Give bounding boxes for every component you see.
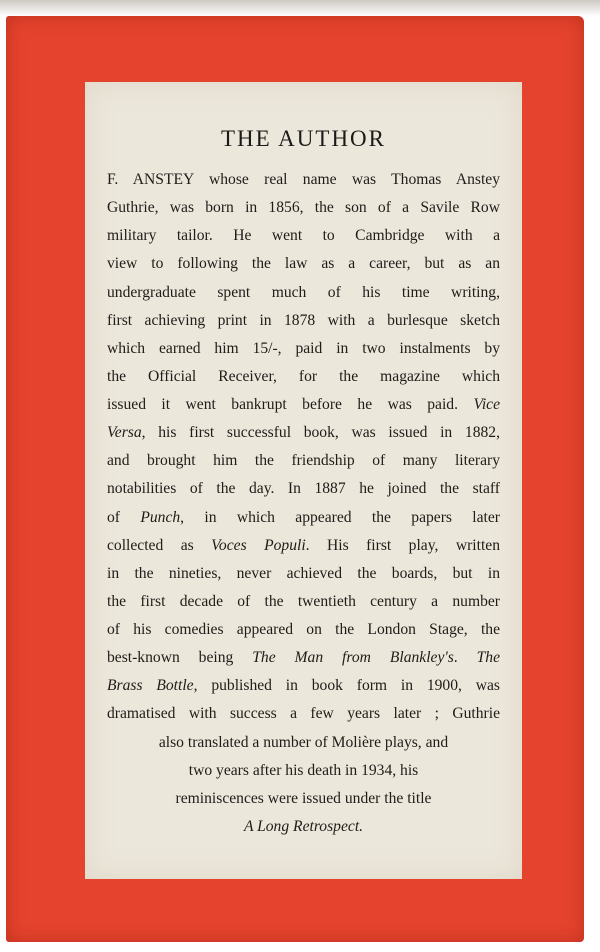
bio-line xyxy=(107,588,500,616)
bio-line xyxy=(107,757,500,785)
bio-text: notabilities of the day. In 1887 he joined the staff xyxy=(107,480,500,498)
bio-line xyxy=(107,279,500,307)
bio-text: first achieving print in 1878 with a burlesque sketch xyxy=(107,311,500,329)
bio-line xyxy=(107,250,500,278)
italic-title-text: Punch xyxy=(140,508,181,526)
bio-line xyxy=(107,616,500,644)
bio-text: , in which appeared the papers later xyxy=(180,508,501,526)
bio-line xyxy=(107,475,500,503)
bio-text: and brought him the friendship of many literary xyxy=(107,452,500,470)
bio-line xyxy=(107,419,500,447)
bio-text: view to following the law as a career, but as an xyxy=(107,255,500,273)
bio-text: undergraduate spent much of his time writing, xyxy=(107,283,500,301)
italic-title-text: Vice xyxy=(473,396,500,413)
bio-line xyxy=(107,391,500,419)
bio-line xyxy=(107,532,500,560)
book-back-cover xyxy=(6,16,584,942)
bio-text: . xyxy=(453,649,477,667)
italic-title-text: The xyxy=(476,649,500,667)
heading: THE AUTHOR xyxy=(220,126,387,151)
scan-edge xyxy=(0,0,600,16)
italic-title-text: Voces Populi xyxy=(211,536,306,554)
bio-text: the Official Receiver, for the magazine which xyxy=(107,367,500,385)
bio-line xyxy=(107,222,500,250)
bio-text: of xyxy=(107,508,141,526)
bio-text: best-known being xyxy=(107,649,253,667)
bio-text: military tailor. He went to Cambridge with a xyxy=(107,227,500,245)
bio-line xyxy=(107,447,500,475)
bio-line xyxy=(107,560,500,588)
bio-line xyxy=(107,307,500,335)
italic-title-text: Brass Bottle xyxy=(107,677,194,695)
bio-line xyxy=(107,672,500,700)
bio-text: also translated a number of Molière plays, and xyxy=(158,733,449,751)
bio-text: of his comedies appeared on the London Stage, the xyxy=(107,621,500,638)
bio-line xyxy=(107,700,500,728)
bio-text: , published in book form in 1900, was xyxy=(193,677,500,695)
bio-line xyxy=(107,729,500,757)
bio-line xyxy=(107,335,500,363)
bio-text: the first decade of the twentieth century a number xyxy=(107,592,500,610)
bio-line xyxy=(107,504,500,532)
bio-text: collected as xyxy=(107,536,212,554)
bio-line xyxy=(107,363,500,391)
bio-text: , his first successful book, was issued in 1882, xyxy=(141,424,500,442)
bio-text: dramatised with success a few years later ; Guthrie xyxy=(107,705,500,723)
author-bio-panel xyxy=(85,82,522,879)
bio-text: which earned him 15/-, paid in two instalments by xyxy=(107,339,500,357)
italic-title-text: The Man from Blankley's xyxy=(252,649,454,667)
bio-text: Guthrie, was born in 1856, the son of a Savile Row xyxy=(107,199,500,217)
bio-text: reminiscences were issued under the title xyxy=(175,789,432,807)
bio-line xyxy=(107,813,500,841)
bio-text: . His first play, written xyxy=(305,536,500,554)
bio-line xyxy=(107,785,500,813)
bio-text: issued it went bankrupt before he was paid. xyxy=(107,396,474,413)
bio-line xyxy=(107,644,500,672)
bio-line xyxy=(107,194,500,222)
bio-line xyxy=(107,166,500,194)
bio-text: two years after his death in 1934, his xyxy=(188,761,419,779)
author-biography xyxy=(107,166,500,841)
bio-text: in the nineties, never achieved the boards, but in xyxy=(107,564,500,582)
italic-title-text: A Long Retrospect. xyxy=(243,817,364,835)
italic-title-text: Versa xyxy=(107,424,142,442)
bio-text: F. ANSTEY whose real name was Thomas Anstey xyxy=(107,171,500,188)
